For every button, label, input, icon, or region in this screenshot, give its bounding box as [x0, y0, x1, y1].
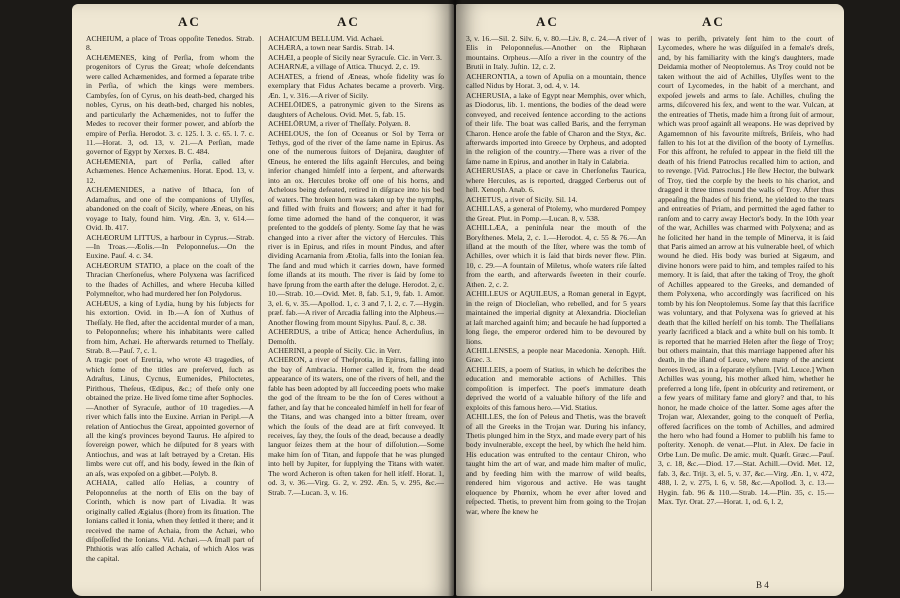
signature-mark: B 4	[756, 580, 769, 590]
dictionary-entry: ACHAIA, called alſo Helias, a country of Peloponneſus at the north of Elis on the bay of Corinth, which is now part of Livadia. It was originally called Ægialus (ſhore) from its ſituation. The Ionians called it Ionia, when they ſettled it there; and it received the name of Achaia, from the Achæi, who diſpoſſeſſed the Ionians. Vid. Achæi.—A ſmall part of Phthiotis was alſo called Achaia, of which Alos was the capital.	[86, 478, 254, 563]
left-page	[72, 4, 454, 596]
left-page-column-1	[86, 34, 254, 563]
dictionary-entry: ACHÆORUM LITTUS, a harbour in Cyprus.—Strab.—In Troas.—Æolis.—In Peloponneſus.—On the Euxine. Pauſ. 4. c. 34.	[86, 232, 254, 261]
dictionary-entry: ACHÆI, a people of Sicily near Syracuſe. Cic. in Verr. 3.	[268, 52, 442, 62]
left-column-rule	[260, 36, 261, 591]
dictionary-entry: ACHERINI, a people of Sicily. Cic. in Verr.	[268, 345, 402, 355]
dictionary-entry: ACHILLEUS or AQUILEUS, a Roman general in Egypt, in the reign of Diocleſian, who rebelled, and for 5 years maintained the imperial dignity at Alexandria. Diocleſian at laſt marched againſt him; and becauſe he had ſupported a long ſiege, the emperor ordered him to be devoured by lions.	[466, 289, 646, 346]
dictionary-entry: ACHÆMENIA, part of Perſia, called after Achæmenes. Hence Achæmenius. Horat. Epod. 13, v. 12.	[86, 156, 254, 185]
left-page-header-right: AC	[337, 14, 360, 29]
dictionary-entry: ACHARNÆ, a village of Attica. Thucyd. 2, c. 19.	[268, 62, 420, 72]
dictionary-entry: ACHATES, a friend of Æneas, whoſe fidelity was ſo exemplary that Fidus Achates became a proverb. Virg. Æn. 1, v. 316.—A river of Sicily.	[268, 71, 444, 100]
dictionary-entry: ACHÆRA, a town near Sardis. Strab. 14.	[268, 43, 395, 53]
right-column-rule	[651, 36, 652, 591]
dictionary-entry: ACHERUSIA, a lake of Egypt near Memphis, over which, as Diodorus, lib. 1. mentions, the bodies of the dead were conveyed, and received ſentence according to the actions of their life. The boat was called Baris, and the ferryman Charon. Hence aroſe the fable of Charon and the Styx, &c. afterwards imported into Greece by Orpheus, and adopted in the religion of the country.—There was a river of the ſame name in Epirus, and another in Italy in Calabria.	[466, 90, 646, 166]
dictionary-entry: ACHILLEIS, a poem of Statius, in which he deſcribes the education and memorable actions of Achilles. This compoſition is imperfect. The poet's immature death deprived the world of a valuable hiſtory of the life and exploits of this famous hero.—Vid. Statius.	[466, 364, 646, 412]
right-page-header-right: AC	[702, 14, 725, 29]
dictionary-entry: ACHILLAS, a general of Ptolemy, who murdered Pompey the Great. Plut. in Pomp.—Lucan. 8, v. 538.	[466, 204, 646, 223]
dictionary-entry: ACHEIUM, a place of Troas oppoſite Tenedos. Strab. 8.	[86, 34, 254, 53]
left-page-column-2	[268, 34, 444, 497]
dictionary-entry: ACHILLES, the ſon of Peleus and Thetis, was the braveſt of all the Greeks in the Trojan war. During his infancy, Thetis plunged him in the Styx, and made every part of his body invulnerable, except the heel, by which ſhe held him. His education was entruſted to the centaur Chiron, who taught him the art of war, and made him maſter of muſic, and by feeding him with the marrow of wild beaſts, rendered him vigorous and active. He was taught eloquence by Phœnix, whom he ever after loved and reſpected. Thetis, to prevent him from going to the Trojan war, where ſhe knew he	[466, 412, 646, 516]
dictionary-entry: 3, v. 16.—Sil. 2. Silv. 6, v. 80.—Liv. 8, c. 24.—A river of Elis in Peloponneſus.—Another on the Riphæan mountains. Orpheus.—Alſo a river in the country of the Brutii in Italy. Juſtin. 12, c. 2.	[466, 34, 646, 72]
dictionary-entry: ACHILLÆA, a peninſula near the mouth of the Boryſthenes. Mela, 2, c. 1.—Herodot. 4, c. 55 & 76.—An iſland at the mouth of the Iſter, where was the tomb of Achilles, over which it is ſaid that birds never flew. Plin. 10, c. 29.—A fountain of Miletus, whoſe waters riſe ſalted from the earth, and afterwards ſweeten in their courſe. Athen. 2, c. 2.	[466, 223, 646, 289]
dictionary-entry: ACHERDUS, a tribe of Attica; hence Acherduſius, in Demoſth.	[268, 327, 444, 346]
right-page-column-1	[466, 34, 646, 516]
dictionary-entry: ACHELÖIDES, a patronymic given to the Sirens as daughters of Achelous. Ovid. Met. 5, fab. 15.	[268, 100, 444, 119]
right-page-column-2	[658, 34, 834, 507]
dictionary-entry: ACHILLENSES, a people near Macedonia. Xenoph. Hiſt. Græc. 3.	[466, 345, 646, 365]
dictionary-entry: ACHERONTIA, a town of Apulia on a mountain, thence called Nidus by Horat. 3, od. 4, v. 14.	[466, 71, 646, 91]
right-page	[456, 4, 844, 596]
dictionary-entry: —Another of Syracuſe, author of 10 tragedies.—A river which falls into the Euxine. Arrian in Peripl.—A relation of Antiochus the Great, appointed governor of all the king's provinces beyond Taurus. He aſpired to ſovereign power, which he diſputed for 8 years with Antiochus, and was at laſt betrayed by a Cretan. His limbs were cut off, and his body, ſewed in the ſkin of an aſs, was expoſed on a gibbet.—Polyb. 8.	[86, 402, 254, 478]
dictionary-entry: was to periſh, privately ſent him to the court of Lycomedes, where he was diſguiſed in a female's dreſs, and, by his familiarity with the king's daughters, made Deidamia mother of Neoptolemus. As Troy could not be taken without the aid of Achilles, Ulyſſes went to the court of Lycomedes, in the habit of a merchant, and expoſed jewels and arms to ſale. Achilles, chuſing the arms, diſcovered his ſex, and went to the war. Vulcan, at the entreaties of Thetis, made him a ſtrong ſuit of armour, which was proof againſt all weapons. He was deprived by Agamemnon of his favourite miſtreſs, Briſeis, who had fallen to his lot at the diviſion of the booty of Lyrneſſus. For this affront, he refuſed to appear in the field till the death of his friend Patroclus recalled him to action, and to revenge. [Vid. Patroclus.] He ſlew Hector, the bulwark of Troy, tied the corpſe by the heels to his chariot, and dragged it three times round the walls of Troy. After thus appeaſing the ſhades of his friend, he yielded to the tears and entreaties of Priam, and permitted the aged father to ranſom and to carry away Hector's body. In the 10th year of the war, Achilles was charmed with Polyxena; and as he ſolicited her hand in the temple of Minerva, it is ſaid that Paris aimed an arrow at his vulnerable heel, of which wound he died. His body was buried at Sigæum, and divine honors were paid to him, and temples raiſed to his memory. It is ſaid, that after the taking of Troy, the ghoſt of Achilles appeared to the Greeks, and demanded of them Polyxena, who accordingly was ſacrificed on his tomb by his ſon Neoptolemus. Some ſay that this ſacrifice was voluntary, and that Polyxena was ſo grieved at his death that ſhe killed herſelf on his tomb. The Theſſalians yearly ſacrificed a black and a white bull on his tomb. It is reported that he married Helen after the ſiege of Troy; but others maintain, that this marriage happened after his death, in the iſland of Leuce, where many of the ancient heroes lived, as in a ſeparate elyſium. [Vid. Leuce.] When Achilles was young, his mother aſked him, whether he preferred a long life, ſpent in obſcurity and retirement, or a few years of military fame and glory? and that, to his honor, he made choice of the latter. Some ages after the Trojan war, Alexander, going to the conqueſt of Perſia, offered ſacrifices on the tomb of Achilles, and admired the hero who had found a Homer to publiſh his fame to poſterity. Xenoph. de venat.—Plut. in Alex. De facie in Orbe Lun. De muſic. De amic. mult. Quæſt. Græc.—Pauſ. 3, c. 18, &c.—Diod. 17.—Stat. Achill.—Ovid. Met. 12, fab. 3, &c. Trijt. 3, el. 5, v. 37, &c.—Virg. Æn. 1, v. 472, 488, l. 2, v. 275, l. 6, v. 58, &c.—Apollod. 3, c. 13.—Hygin. fab. 96 & 110.—Strab. 14.—Plin. 35, c. 15.—Max. Tyr. Orat. 27.—Horat. 1, od. 6, l. 2,	[658, 34, 834, 507]
dictionary-entry: ACHERON, a river of Theſprotia, in Epirus, falling into the bay of Ambracia. Homer called it, from the dead appearance of its waters, one of the rivers of hell, and the fable has been adopted by all ſucceeding poets who make the god of the ſtream to be the ſon of Ceres without a father, and ſay that he concealed himſelf in hell for fear of the Titans, and was changed into a bitter ſtream, over which the ſouls of the dead are at firſt conveyed. It receives, ſay they, the ſouls of the dead, because a deadly languor ſeizes them at the hour of diſſolution.—Some make him ſon of Titan, and ſuppoſe that he was plunged into hell by Jupiter, for ſupplying the Titans with water. The word Acheron is often taken for hell itſelf. Horat. 1, od. 3, v. 36.—Virg. G. 2, v. 292. Æn. 5, v. 295, &c.—Strab. 7.—Lucan. 3, v. 16.	[268, 355, 444, 497]
dictionary-entry: ACHERUSIAS, a place or cave in Cherſoneſus Taurica, where Hercules, as is reported, dragged Cerberus out of hell. Xenoph. Anab. 6.	[466, 166, 646, 195]
dictionary-entry: A tragic poet of Eretria, who wrote 43 tragedies, of which ſome of the titles are preſerved, ſuch as Adraſtus, Linus, Cycnus, Eumenides, Philoctetes, Pirithous, Theſeus, Œdipus, &c.; of theſe only one obtained the prize. He lived ſome time after Sophocles.	[86, 355, 254, 403]
dictionary-entry: ACHAICUM BELLUM. Vid. Achaei.	[268, 34, 384, 43]
left-page-header-left: AC	[178, 14, 201, 29]
dictionary-entry: ACHÆMENIDES, a native of Ithaca, ſon of Adamaſtus, and one of the companions of Ulyſſes, abandoned on the coaſt of Sicily, where Æneas, on his voyage to Italy, found him. Virg. Æn. 3, v. 614.—Ovid. Ib. 417.	[86, 185, 254, 233]
dictionary-entry: ACHELÖRUM, a river of Theſſaly. Polyæn. 8.	[268, 119, 411, 129]
dictionary-entry: ACHÆUS, a king of Lydia, hung by his ſubjects for his extortion. Ovid. in Ib.—A ſon of Xuthus of Theſſaly. He fled, after the accidental murder of a man, to Peloponneſus; where his inhabitants were called from him, Achæi. He afterwards returned to Theſſaly. Strab. 8.—Pauſ. 7, c. 1.	[86, 298, 254, 355]
dictionary-entry: ACHETUS, a river of Sicily. Sil. 14.	[466, 194, 578, 204]
dictionary-entry: ACHÆMENES, king of Perſia, from whom the progenitors of Cyrus the Great; whoſe deſcendants were called Achæmenides, and formed a ſeparate tribe in Perſia, of which the kings were members. Cambyſes, ſon of Cyrus, on his death-bed, charged his nobles, Cyrus, on his death-bed, charged his nobles, and particularly the Achæmenides, not to ſuffer the Medes to recover their former power, and abſorb the empire of Perſia. Herodot. 3. c. 125. l. 3. c. 65. l. 7. c. 11.—Horat. 3, od. 13, v. 21.—A Perſian, made governor of Egypt by Xerxes. B. C. 484.	[86, 52, 254, 157]
dictionary-entry: ACHÆORUM STATIO, a place on the coaſt of the Thracian Cherſoneſus, where Polyxena was ſacrificed to the ſhades of Achilles, and where Hecuba killed Polymneſtor, who had murdered her ſon Polydorus.	[86, 260, 254, 299]
right-page-header-left: AC	[536, 14, 559, 29]
dictionary-entry: ACHELOUS, the ſon of Oceanus or Sol by Terra or Tethys, god of the river of the ſame name in Epirus. As one of the numerous ſuitors of Dejanira, daughter of Œneus, he entered the liſts againſt Hercules, and being inferior changed himſelf into a ſerpent, and afterwards into an ox. Hercules broke off one of his horns, and Achelous being defeated, retired in diſgrace into his bed of waters. The broken horn was taken up by the nymphs, and filled with fruits and flowers; and after it had for ſome time adorned the hand of the conqueror, it was preſented to the goddeſs of plenty. Some ſay that he was changed into a river after the victory of Hercules. This river is in Epirus, and riſes in mount Pindus, and after dividing Acarnania from Ætolia, falls into the Ionian ſea. The ſand and mud which it carries down, have formed ſome iſlands at its mouth. The river is ſaid by ſome to have ſprung from the earth after the deluge. Herodot. 2, c. 10.—Strab. 10.—Ovid. Met. 8, fab. 5.1, 9, fab. 1. Amor. 3, el. 6, v. 35.—Apollod. 1, c. 3 and 7, l. 2, c. 7.—Hygin. præf. fab.—A river of Arcadia falling into the Alpheus.—Another flowing from mount Sipylus. Pauſ. 8, c. 38.	[268, 128, 444, 327]
